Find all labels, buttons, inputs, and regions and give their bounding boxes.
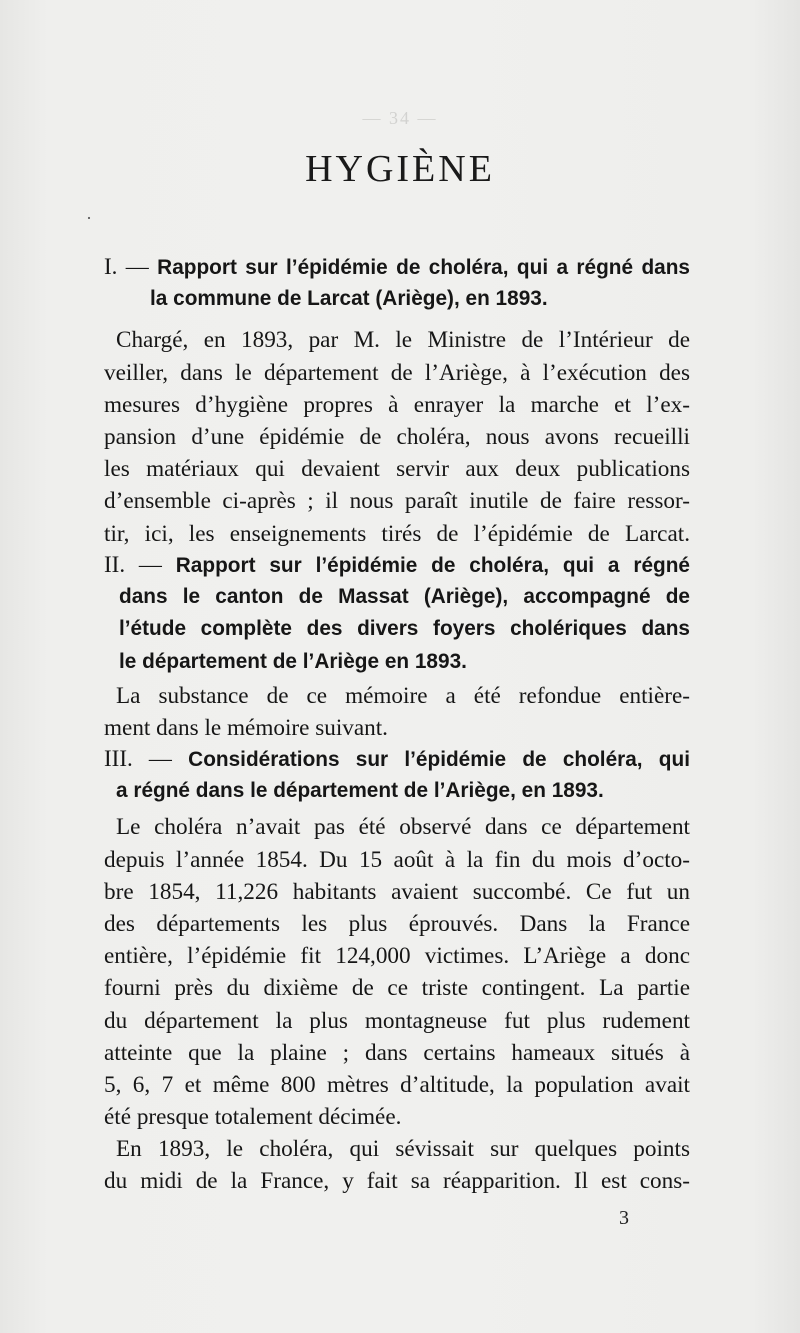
section-2-body-line: La substance de ce mémoire a été refondue entière-: [116, 682, 690, 709]
section-2-heading-line: l’étude complète des divers foyers cholériques dans: [119, 617, 690, 641]
section-1-body-line: tir, ici, les enseignements tirés de l’épidémie de Larcat.: [104, 520, 690, 547]
section-3-body-line: 5, 6, 7 et même 800 mètres d’altitude, la population avait: [104, 1071, 690, 1098]
section-3-body-line: fourni près du dixième de ce triste contingent. La partie: [104, 975, 690, 1002]
section-3-body-line: En 1893, le choléra, qui sévissait sur quelques points: [116, 1136, 690, 1163]
page-title: HYGIÈNE: [305, 148, 495, 190]
section-3: [104, 743, 690, 1198]
section-1-body-line: d’ensemble ci-après ; il nous paraît inutile de faire ressor-: [104, 488, 690, 515]
section-1: [104, 251, 690, 550]
section-3-body-line: des départements les plus éprouvés. Dans la France: [104, 910, 690, 937]
section-1-body-line: veiller, dans le département de l’Ariège, à l’exécution des: [104, 359, 690, 386]
section-1-body-line: Chargé, en 1893, par M. le Ministre de l’Intérieur de: [116, 327, 690, 354]
ink-speck: ·: [86, 208, 92, 228]
signature-mark: 3: [619, 1207, 629, 1229]
section-1-body-line: les matériaux qui devaient servir aux deux publications: [104, 456, 690, 483]
section-1-heading-line: I. — Rapport sur l’épidémie de choléra, qui a régné dans: [104, 254, 690, 279]
section-1-heading-line: la commune de Larcat (Ariège), en 1893.: [150, 287, 548, 311]
section-1-body-line: mesures d’hygiène propres à enrayer la marche et l’ex-: [104, 391, 690, 418]
section-3-body-line: du département la plus montagneuse fut plus rudement: [104, 1007, 690, 1034]
section-3-body-line: Le choléra n’avait pas été observé dans ce département: [116, 814, 690, 841]
section-3-body-line: entière, l’épidémie fit 124,000 victimes. L’Ariège a donc: [104, 943, 690, 970]
section-2-heading-line: dans le canton de Massat (Ariège), accompagné de: [119, 585, 690, 609]
section-2-heading-line: II. — Rapport sur l’épidémie de choléra, qui a régné: [104, 552, 690, 577]
section-3-body-line: été presque totalement décimée.: [104, 1104, 402, 1131]
section-2: [104, 549, 690, 744]
section-3-body-line: atteinte que la plaine ; dans certains hameaux situés à: [104, 1039, 690, 1066]
section-3-body-line: bre 1854, 11,226 habitants avaient succombé. Ce fut un: [104, 878, 690, 905]
section-1-number: I. —: [104, 254, 149, 279]
section-3-body-line: depuis l’année 1854. Du 15 août à la fin du mois d’octo-: [104, 846, 690, 873]
page-folio: — 34 —: [362, 108, 438, 128]
section-3-heading-line: a régné dans le département de l’Ariège, en 1893.: [116, 779, 604, 803]
section-1-body-line: pansion d’une épidémie de choléra, nous avons recueilli: [104, 423, 690, 450]
section-3-heading-line: III. — Considérations sur l’épidémie de choléra, qui: [104, 746, 690, 771]
section-2-body-line: ment dans le mémoire suivant.: [104, 714, 388, 741]
section-3-number: III. —: [104, 746, 172, 771]
section-2-number: II. —: [104, 552, 162, 577]
section-2-heading-line: le département de l’Ariège en 1893.: [119, 649, 467, 673]
section-3-body-line: du midi de la France, y fait sa réapparition. Il est cons-: [104, 1168, 690, 1195]
